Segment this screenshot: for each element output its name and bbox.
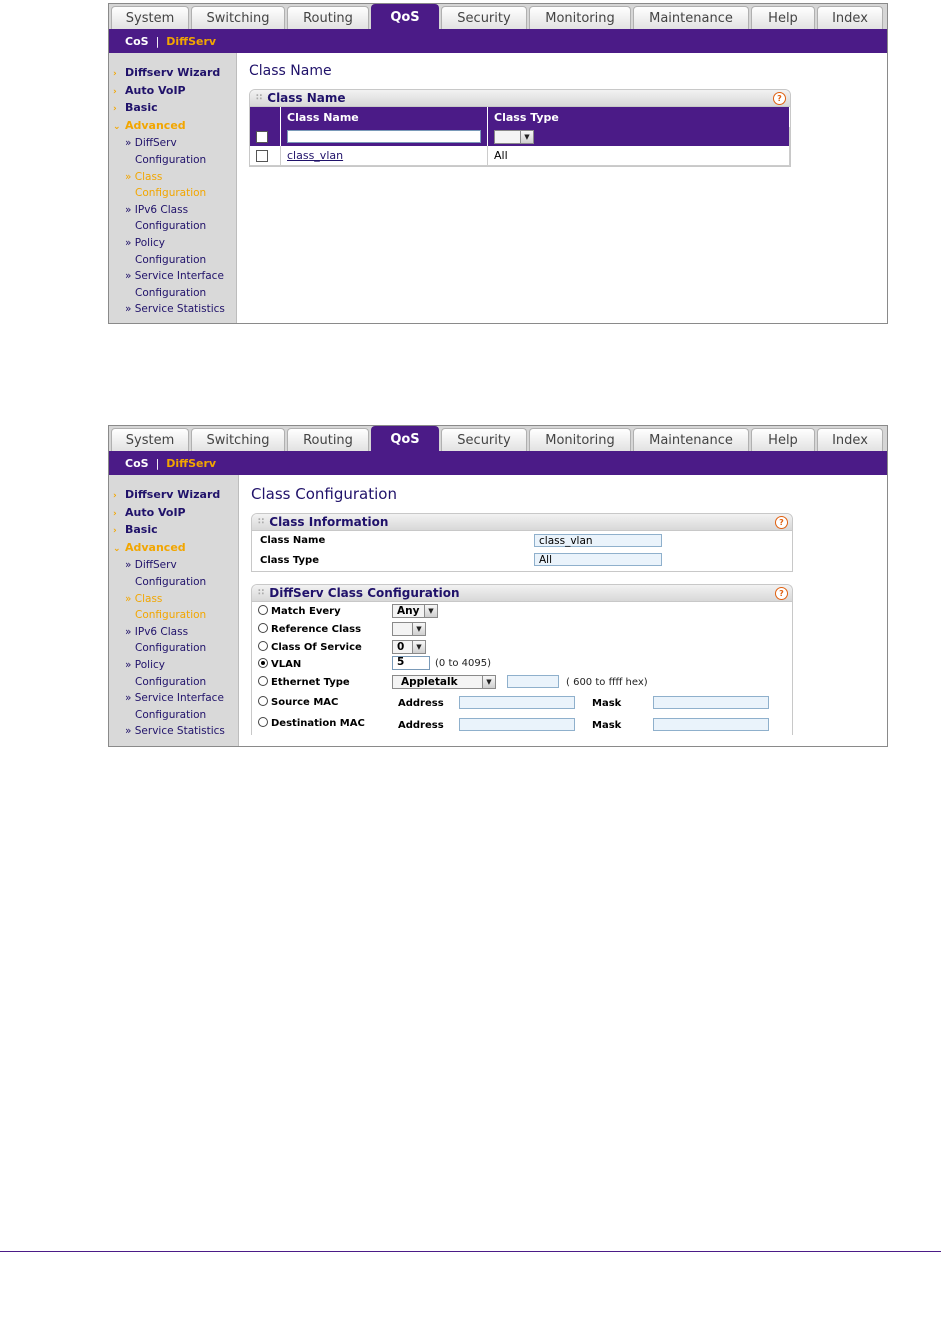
reference-class-row xyxy=(252,620,792,638)
destination-mac-mask-label: Mask xyxy=(592,719,622,731)
tab-maintenance[interactable]: Maintenance xyxy=(633,6,749,29)
page-footer-rule xyxy=(0,1251,941,1252)
sidebar xyxy=(109,475,239,746)
sidebar-item-diffserv-configuration[interactable]: » DiffServ xyxy=(125,137,177,150)
tab-switching[interactable]: Switching xyxy=(191,428,285,451)
select-all-checkbox[interactable] xyxy=(256,131,268,143)
diffserv-class-configuration-panel xyxy=(251,584,793,735)
sidebar-item-auto-voip[interactable]: › Auto VoIP xyxy=(109,83,236,101)
match-every-radio[interactable] xyxy=(258,605,268,615)
tab-monitoring[interactable]: Monitoring xyxy=(529,6,631,29)
reference-class-select[interactable] xyxy=(392,622,426,636)
class-name-panel xyxy=(249,89,791,167)
tab-switching[interactable]: Switching xyxy=(191,6,285,29)
class-name-label: Class Name xyxy=(260,535,326,546)
tab-help[interactable]: Help xyxy=(751,6,815,29)
tab-security[interactable]: Security xyxy=(441,428,527,451)
sidebar-item-diffserv-wizard[interactable]: › Diffserv Wizard xyxy=(109,65,236,83)
class-of-service-label: Class Of Service xyxy=(271,641,362,653)
double-chevron-icon: » xyxy=(125,658,135,671)
destination-mac-address-input[interactable] xyxy=(459,718,575,731)
sub-nav xyxy=(109,29,887,53)
vlan-label: VLAN xyxy=(271,659,302,671)
subnav-separator: | xyxy=(155,34,160,48)
class-type-cell: All xyxy=(488,146,790,166)
chevron-down-icon: ▼ xyxy=(412,641,425,653)
sidebar-item-ipv6-class-configuration-line2[interactable]: Configuration xyxy=(135,642,207,655)
double-chevron-icon: » xyxy=(125,725,135,738)
chevron-down-icon: ⌄ xyxy=(113,543,121,554)
sidebar-item-advanced[interactable]: ⌄ Advanced xyxy=(109,540,238,558)
vlan-hint: (0 to 4095) xyxy=(435,658,492,670)
new-class-type-select[interactable] xyxy=(494,130,534,144)
sidebar-item-ipv6-class-configuration[interactable]: » IPv6 Class xyxy=(125,625,189,638)
class-information-panel xyxy=(251,513,793,572)
source-mac-label: Source MAC xyxy=(271,696,339,708)
match-every-label: Match Every xyxy=(271,606,341,617)
chevron-down-icon: ⌄ xyxy=(113,121,121,132)
page-title: Class Name xyxy=(249,63,332,79)
select-column-header xyxy=(250,107,281,127)
tab-security[interactable]: Security xyxy=(441,6,527,29)
ethertype-select[interactable] xyxy=(392,675,496,689)
panel-title: DiffServ Class Configuration xyxy=(269,586,460,600)
panel-title: Class Information xyxy=(269,515,389,529)
reference-class-radio[interactable] xyxy=(258,623,268,633)
sidebar-item-policy-configuration-line2[interactable]: Configuration xyxy=(135,675,207,688)
sidebar-item-ipv6-class-configuration-line2[interactable]: Configuration xyxy=(135,220,207,233)
tab-index[interactable]: Index xyxy=(817,428,883,451)
row-checkbox[interactable] xyxy=(256,150,268,162)
double-chevron-icon: » xyxy=(125,559,135,572)
ethernet-type-label: Ethernet Type xyxy=(271,677,350,689)
grip-icon: ∷ xyxy=(256,93,262,103)
tab-qos[interactable]: QoS xyxy=(371,4,439,29)
tab-routing[interactable]: Routing xyxy=(287,428,369,451)
ethertype-hint: ( 600 to ffff hex) xyxy=(566,677,648,689)
ethertype-value: Appletalk xyxy=(401,676,458,689)
subnav-diffserv[interactable]: DiffServ xyxy=(166,34,217,48)
chevron-right-icon: › xyxy=(113,491,117,501)
panel-header xyxy=(250,90,790,107)
sidebar-item-basic[interactable]: › Basic xyxy=(109,522,238,540)
panel-header xyxy=(252,514,792,531)
ethertype-hex-input[interactable] xyxy=(507,675,559,688)
match-every-row xyxy=(252,602,792,620)
screenshot-class-configuration xyxy=(108,425,888,747)
sidebar-item-basic[interactable]: › Basic xyxy=(109,100,236,118)
tab-maintenance[interactable]: Maintenance xyxy=(633,428,749,451)
sidebar-item-diffserv-wizard[interactable]: › Diffserv Wizard xyxy=(109,487,238,505)
sidebar-item-class-configuration-line2[interactable]: Configuration xyxy=(135,609,207,622)
chevron-right-icon: › xyxy=(113,508,117,519)
subnav-cos[interactable]: CoS xyxy=(125,34,149,48)
double-chevron-icon: » xyxy=(125,203,135,216)
match-every-value: Any xyxy=(397,605,420,617)
sidebar-item-service-interface-configuration-line2[interactable]: Configuration xyxy=(135,286,207,299)
double-chevron-icon: » xyxy=(125,592,135,605)
ethernet-type-radio[interactable] xyxy=(258,676,268,686)
source-mac-mask-input[interactable] xyxy=(653,696,769,709)
vlan-input[interactable]: 5 xyxy=(392,656,430,670)
source-mac-address-label: Address xyxy=(398,697,444,709)
class-of-service-row xyxy=(252,638,792,656)
class-table xyxy=(250,107,790,166)
class-name-link[interactable]: class_vlan xyxy=(287,149,344,162)
sidebar-item-class-configuration[interactable]: » Class xyxy=(125,170,163,183)
help-icon[interactable]: ? xyxy=(773,92,786,105)
grip-icon: ∷ xyxy=(258,517,264,527)
sidebar xyxy=(109,53,237,323)
sidebar-item-service-statistics[interactable]: » Service Statistics xyxy=(125,303,225,316)
class-type-label: Class Type xyxy=(260,555,319,566)
ethernet-type-row xyxy=(252,673,792,691)
double-chevron-icon: » xyxy=(125,270,135,283)
chevron-down-icon: ▼ xyxy=(412,623,425,635)
chevron-right-icon: › xyxy=(113,69,117,79)
panel-header xyxy=(252,585,792,602)
source-mac-address-input[interactable] xyxy=(459,696,575,709)
top-nav xyxy=(109,426,887,451)
tab-qos[interactable]: QoS xyxy=(371,426,439,451)
grip-icon: ∷ xyxy=(258,588,264,598)
sidebar-item-ipv6-class-configuration[interactable]: » IPv6 Class xyxy=(125,203,189,216)
source-mac-mask-label: Mask xyxy=(592,697,622,709)
destination-mac-mask-input[interactable] xyxy=(653,718,769,731)
tab-monitoring[interactable]: Monitoring xyxy=(529,428,631,451)
help-icon[interactable]: ? xyxy=(775,516,788,529)
subnav-cos[interactable]: CoS xyxy=(125,456,149,470)
sidebar-item-auto-voip[interactable]: › Auto VoIP xyxy=(109,505,238,523)
vlan-row xyxy=(252,655,792,673)
double-chevron-icon: » xyxy=(125,625,135,638)
chevron-right-icon: › xyxy=(113,86,117,97)
chevron-right-icon: › xyxy=(113,526,117,537)
new-class-name-input[interactable] xyxy=(287,130,481,143)
destination-mac-address-label: Address xyxy=(398,719,444,731)
page-title: Class Configuration xyxy=(251,485,397,503)
source-mac-row xyxy=(252,691,792,712)
class-type-value: All xyxy=(534,553,662,566)
sidebar-item-service-interface-configuration-line2[interactable]: Configuration xyxy=(135,708,207,721)
sidebar-item-diffserv-configuration-line2[interactable]: Configuration xyxy=(135,153,207,166)
double-chevron-icon: » xyxy=(125,137,135,150)
sidebar-item-service-interface-configuration[interactable]: » Service Interface xyxy=(125,692,224,705)
source-mac-radio[interactable] xyxy=(258,696,268,706)
subnav-separator: | xyxy=(155,456,160,470)
subnav-diffserv[interactable]: DiffServ xyxy=(166,456,217,470)
column-header-class-type: Class Type xyxy=(488,107,790,127)
sidebar-item-service-statistics[interactable]: » Service Statistics xyxy=(125,725,225,738)
sidebar-item-diffserv-configuration[interactable]: » DiffServ xyxy=(125,559,177,572)
chevron-down-icon: ▼ xyxy=(482,676,495,688)
help-icon[interactable]: ? xyxy=(775,587,788,600)
chevron-right-icon: › xyxy=(113,104,117,115)
sidebar-item-service-interface-configuration[interactable]: » Service Interface xyxy=(125,270,224,283)
class-name-row xyxy=(252,531,792,551)
vlan-radio[interactable] xyxy=(258,658,268,668)
tab-routing[interactable]: Routing xyxy=(287,6,369,29)
sidebar-item-class-configuration[interactable]: » Class xyxy=(125,592,163,605)
double-chevron-icon: » xyxy=(125,692,135,705)
top-nav xyxy=(109,4,887,29)
reference-class-label: Reference Class xyxy=(271,623,362,635)
destination-mac-label: Destination MAC xyxy=(271,717,365,729)
chevron-down-icon: ▼ xyxy=(424,605,437,617)
sidebar-item-class-configuration-line2[interactable]: Configuration xyxy=(135,187,207,200)
sidebar-item-policy-configuration-line2[interactable]: Configuration xyxy=(135,253,207,266)
column-header-class-name: Class Name xyxy=(281,107,488,127)
destination-mac-radio[interactable] xyxy=(258,717,268,727)
sub-nav xyxy=(109,451,887,475)
class-name-value: class_vlan xyxy=(534,534,662,547)
sidebar-item-policy-configuration[interactable]: » Policy xyxy=(125,658,165,671)
double-chevron-icon: » xyxy=(125,236,135,249)
tab-help[interactable]: Help xyxy=(751,428,815,451)
cos-value: 0 xyxy=(397,640,405,653)
tab-index[interactable]: Index xyxy=(817,6,883,29)
match-every-select[interactable] xyxy=(392,604,438,618)
screenshot-class-name xyxy=(108,3,888,324)
class-of-service-radio[interactable] xyxy=(258,641,268,651)
sidebar-item-advanced[interactable]: ⌄ Advanced xyxy=(109,118,236,136)
tab-system[interactable]: System xyxy=(111,6,189,29)
class-of-service-select[interactable] xyxy=(392,640,426,654)
class-type-row xyxy=(252,551,792,571)
tab-system[interactable]: System xyxy=(111,428,189,451)
double-chevron-icon: » xyxy=(125,303,135,316)
destination-mac-row xyxy=(252,712,792,733)
sidebar-item-diffserv-configuration-line2[interactable]: Configuration xyxy=(135,575,207,588)
chevron-down-icon: ▼ xyxy=(520,131,533,143)
double-chevron-icon: » xyxy=(125,170,135,183)
sidebar-item-policy-configuration[interactable]: » Policy xyxy=(125,236,165,249)
panel-title: Class Name xyxy=(267,91,346,105)
table-row xyxy=(250,146,790,166)
